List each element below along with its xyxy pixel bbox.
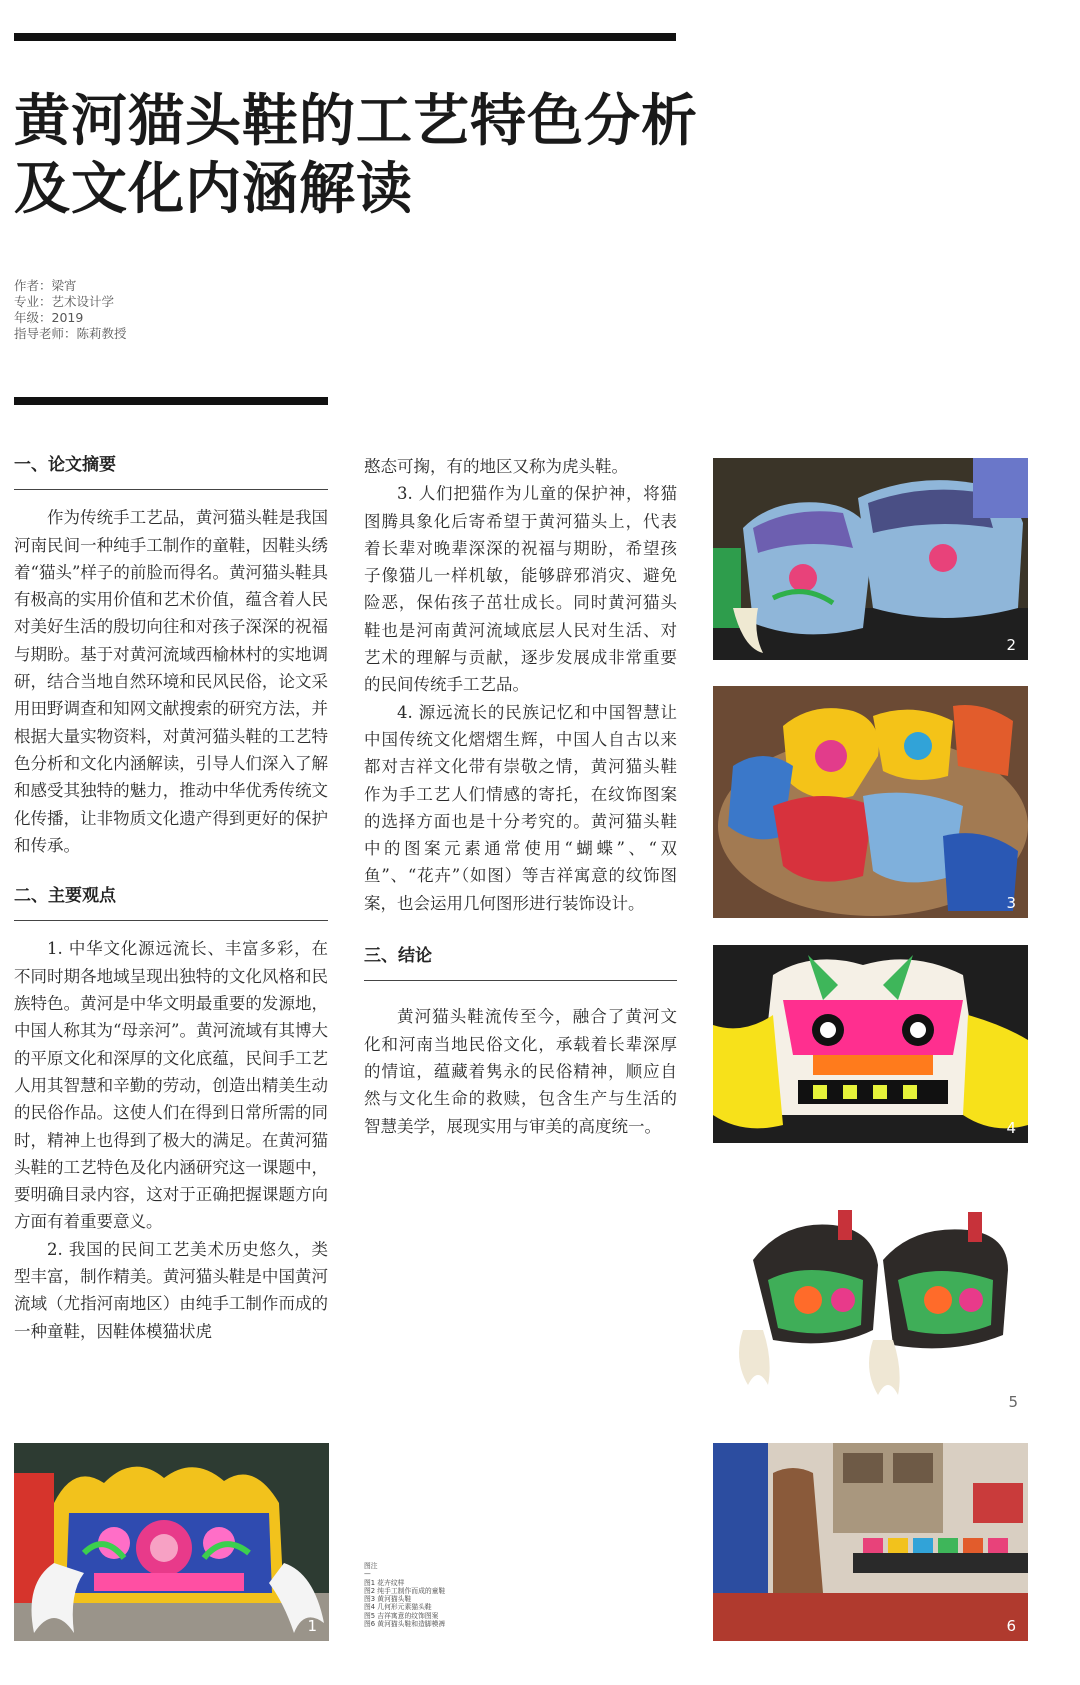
middle-column [364,453,677,1140]
legend-item: 图5 吉祥寓意的纹饰图案 [364,1611,439,1620]
legend-title: 图注 [364,1562,378,1570]
auspicious-pattern-shoes-image [713,1200,1028,1415]
views-point-4: 4. 源远流长的民族记忆和中国智慧让中国传统文化熠熠生辉，中国人自古以来都对吉祥文化带有崇敬之情，黄河猫头鞋作为手工艺人们情感的寄托，在纹饰图案的选择方面也是十分考究的。黄河猫头鞋中的图案元素通常使用“蝴蝶”、“双鱼”、“花卉”（如图）等吉祥寓意的纹饰图案，也会运用几何图形进行装饰设计。 [364,702,677,913]
meta-major: 专业：艺术设计学 [14,294,115,309]
figure-3-number: 3 [1006,894,1016,912]
views-point-1: 1. 中华文化源远流长、丰富多彩，在不同时期各地域呈现出独特的文化风格和民族特色。黄河是中华文明最重要的发源地，中国人称其为“母亲河”。黄河流域有其博大的平原文化和深厚的文化底蕴，民间手工艺人用其智慧和辛勤的劳动，创造出精美生动的民俗作品。这使人们在得到日常所需的同时，精神上也得到了极大的满足。在黄河猫头鞋的工艺特色及化内涵研究这一课题中，要明确目录内容，这对于正确把握课题方向方面有着重要意义。 [14,939,328,1232]
embroidered-shoe-front-image [14,1443,329,1641]
meta-author: 作者：梁宵 [14,278,77,293]
legend-dash: — [364,1570,371,1579]
legend-item: 图1 花卉纹样 [364,1578,405,1587]
figure-1-photo [14,1443,329,1641]
legend-item: 图4 几何形元素猫头鞋 [364,1603,432,1612]
figure-3-photo [713,686,1028,918]
abstract-body: 作为传统手工艺品，黄河猫头鞋是我国河南民间一种纯手工制作的童鞋，因鞋头绣着“猫头”样子的前脸而得名。黄河猫头鞋具有极高的实用价值和艺术价值，蕴含着人民对美好生活的殷切向往和对孩子深深的祝福与期盼。基于对黄河流域西榆林村的实地调研，结合当地自然环境和民风民俗，论文采用田野调查和知网文献搜索的研究方法，并根据大量实物资料，对黄河猫头鞋的工艺特色分析和文化内涵解读，引导人们深入了解和感受其独特的魅力，推动中华优秀传统文化传播，让非物质文化遗产得到更好的保护和传承。 [14,508,328,855]
figure-2-number: 2 [1006,636,1016,654]
figure-6-photo [713,1443,1028,1641]
figure-5-photo [713,1200,1028,1415]
shoes-and-pants-display-image [713,1443,1028,1641]
page-title [14,88,714,224]
views-point-3: 3. 人们把猫作为儿童的保护神，将猫图腾具象化后寄希望于黄河猫头上，代表着长辈对晚辈深深的祝福与期盼，希望孩子像猫儿一样机敏，能够辟邪消灾、避免险恶，保佑孩子茁壮成长。同时黄河猫头鞋也是河南黄河流域底层人民对生活、对艺术的理解与贡献，逐步发展成非常重要的民间传统手工艺品。 [364,484,677,695]
abstract-heading: 一、论文摘要 [14,452,328,490]
figure-4-number: 4 [1006,1119,1016,1137]
figure-legend [364,1562,445,1628]
left-column [14,452,328,1345]
geometric-cat-face-shoe-image [713,945,1028,1143]
meta-advisor: 指导老师：陈莉教授 [14,326,127,341]
figure-1-number: 1 [307,1617,317,1635]
conclusion-heading: 三、结论 [364,943,677,981]
title-line-1: 黄河猫头鞋的工艺特色分析 [14,89,698,154]
figure-4-photo [713,945,1028,1143]
views-heading: 二、主要观点 [14,883,328,921]
views-point-2-end: 憨态可掬，有的地区又称为虎头鞋。 [364,457,628,476]
title-line-2: 及文化内涵解读 [14,157,413,222]
conclusion-body: 黄河猫头鞋流传至今，融合了黄河文化和河南当地民俗文化，承载着长辈深厚的情谊，蕴藏着隽永的民俗精神，顺应自然与文化生命的救赎，包含生产与生活的智慧美学，展现实用与审美的高度统一。 [364,1007,677,1136]
legend-item: 图6 黄河猫头鞋和造脚模裤 [364,1620,446,1629]
figure-2-photo [713,458,1028,660]
pair-of-shoes-image [713,458,1028,660]
author-meta [14,278,127,342]
basket-of-shoes-image [713,686,1028,918]
top-rule [14,33,676,41]
views-point-2-start: 2. 我国的民间工艺美术历史悠久，类型丰富，制作精美。黄河猫头鞋是中国黄河流域（尤指河南地区）由纯手工制作而成的一种童鞋，因鞋体模猫状虎 [14,1239,328,1341]
meta-grade: 年级：2019 [14,310,84,325]
legend-item: 图3 黄河猫头鞋 [364,1595,412,1604]
figure-6-number: 6 [1006,1617,1016,1635]
figure-5-number: 5 [1008,1393,1018,1411]
section-rule [14,397,328,405]
legend-item: 图2 纯手工制作而成的童鞋 [364,1586,446,1595]
